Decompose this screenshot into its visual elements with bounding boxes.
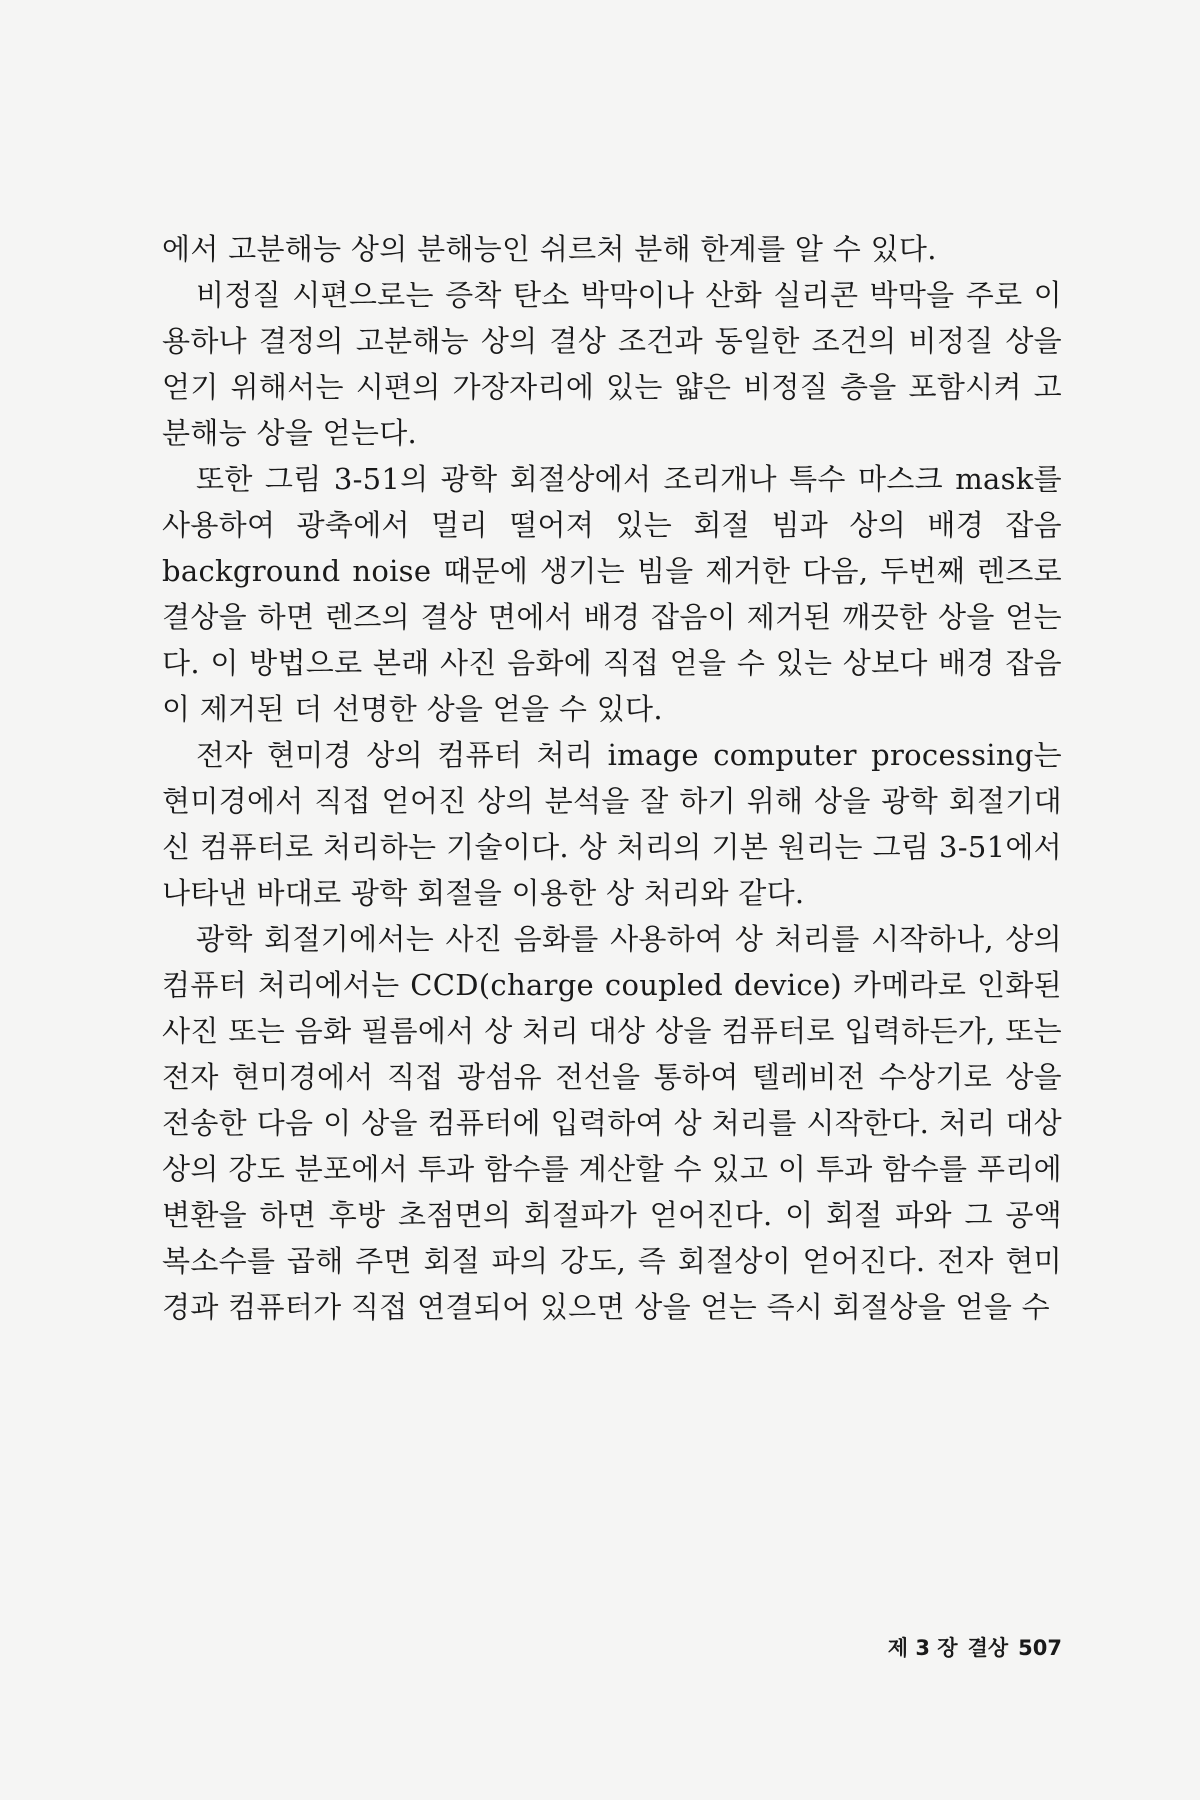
section-label: 결상 — [967, 1636, 1009, 1660]
chapter-label: 제 3 장 — [887, 1636, 958, 1660]
page-number: 507 — [1018, 1636, 1062, 1660]
paragraph: 광학 회절기에서는 사진 음화를 사용하여 상 처리를 시작하나, 상의 컴퓨터 처리에서는 CCD(charge coupled device) 카메라로 인화된 사진 또는 음화 필름에서 상 처리 대상 상을 컴퓨터로 입력하든가, 또는 전자 현미경에서 직접 광섬유 전선을 통하여 텔레비전 수상기로 상을 전송한 다음 이 상을 컴퓨터에 입력하여 상 처리를 시작한다. 처리 대상 상의 강도 분포에서 투과 함수를 계산할 수 있고 이 투과 함수를 푸리에 변환을 하면 후방 초점면의 회절파가 얻어진다. 이 회절 파와 그 공액 복소수를 곱해 주면 회절 파의 강도, 즉 회절상이 얻어진다. 전자 현미경과 컴퓨터가 직접 연결되어 있으면 상을 얻는 즉시 회절상을 얻을 수 — [162, 922, 1062, 1324]
paragraph: 또한 그림 3-51의 광학 회절상에서 조리개나 특수 마스크 mask를 사용하여 광축에서 멀리 떨어져 있는 회절 빔과 상의 배경 잡음 background noise 때문에 생기는 빔을 제거한 다음, 두번째 렌즈로 결상을 하면 렌즈의 결상 면에서 배경 잡음이 제거된 깨끗한 상을 얻는다. 이 방법으로 본래 사진 음화에 직접 얻을 수 있는 상보다 배경 잡음이 제거된 더 선명한 상을 얻을 수 있다. — [162, 462, 1062, 726]
paragraph: 전자 현미경 상의 컴퓨터 처리 image computer processing는 현미경에서 직접 얻어진 상의 분석을 잘 하기 위해 상을 광학 회절기대신 컴퓨터로 처리하는 기술이다. 상 처리의 기본 원리는 그림 3-51에서 나타낸 바대로 광학 회절을 이용한 상 처리와 같다. — [162, 738, 1062, 910]
paragraph: 비정질 시편으로는 증착 탄소 박막이나 산화 실리콘 박막을 주로 이용하나 결정의 고분해능 상의 결상 조건과 동일한 조건의 비정질 상을 얻기 위해서는 시편의 가장자리에 있는 얇은 비정질 층을 포함시켜 고분해능 상을 얻는다. — [162, 278, 1062, 450]
page-footer — [840, 1632, 1062, 1662]
paragraph: 에서 고분해능 상의 분해능인 쉬르처 분해 한계를 알 수 있다. — [162, 232, 937, 266]
body-text — [162, 226, 1062, 1330]
